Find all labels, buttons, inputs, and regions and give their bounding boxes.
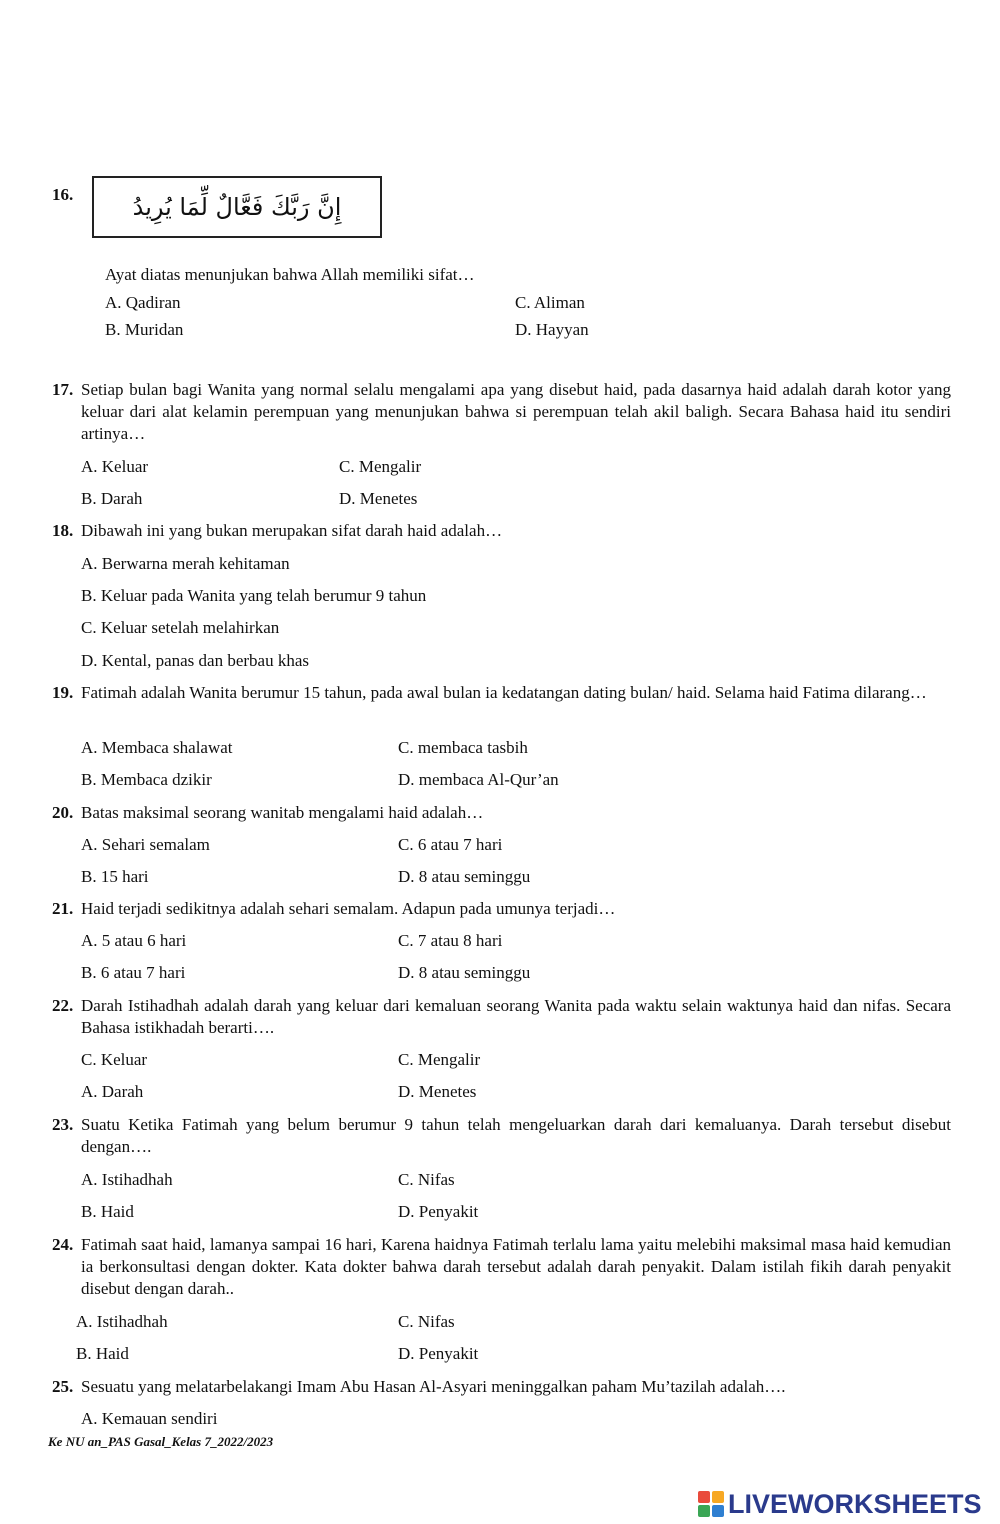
- q16-option-c[interactable]: C. Aliman: [515, 293, 585, 312]
- q20-option-c[interactable]: C. 6 atau 7 hari: [398, 835, 503, 854]
- question-20-number: 20.: [52, 803, 74, 822]
- q22-option-a[interactable]: A. Darah: [81, 1082, 144, 1101]
- q17-option-c[interactable]: C. Mengalir: [339, 457, 422, 476]
- q22-option-c-first[interactable]: C. Keluar: [81, 1050, 148, 1069]
- q17-option-a[interactable]: A. Keluar: [81, 457, 149, 476]
- q16-option-b[interactable]: B. Muridan: [105, 320, 184, 339]
- q20-option-b[interactable]: B. 15 hari: [81, 867, 149, 886]
- q19-option-b[interactable]: B. Membaca dzikir: [81, 770, 212, 789]
- arabic-verse: إِنَّ رَبَّكَ فَعَّالٌ لِّمَا يُرِيدُ: [132, 193, 342, 221]
- question-17-number: 17.: [52, 380, 74, 399]
- liveworksheets-logo: [698, 1486, 982, 1522]
- question-24-number: 24.: [52, 1235, 74, 1254]
- q17-option-b[interactable]: B. Darah: [81, 489, 143, 508]
- q22-option-c[interactable]: C. Mengalir: [398, 1050, 481, 1069]
- q21-option-d[interactable]: D. 8 atau seminggu: [398, 963, 531, 982]
- q25-option-a[interactable]: A. Kemauan sendiri: [81, 1409, 218, 1428]
- question-25-text: Sesuatu yang melatarbelakangi Imam Abu Hasan Al-Asyari meninggalkan paham Mu’tazilah adalah….: [81, 1377, 786, 1396]
- question-22-text: Darah Istihadhah adalah darah yang keluar dari kemaluan seorang Wanita pada waktu selain waktunya haid dan nifas. Secara Bahasa istikhadah berarti….: [81, 996, 951, 1037]
- q18-option-d[interactable]: D. Kental, panas dan berbau khas: [81, 651, 310, 670]
- question-25-number: 25.: [52, 1377, 74, 1396]
- document-footer: Ke NU an_PAS Gasal_Kelas 7_2022/2023: [48, 1434, 274, 1449]
- question-22-number: 22.: [52, 996, 74, 1015]
- q24-option-c[interactable]: C. Nifas: [398, 1312, 455, 1331]
- question-19-number: 19.: [52, 683, 74, 702]
- question-21-text: Haid terjadi sedikitnya adalah sehari semalam. Adapun pada umunya terjadi…: [81, 899, 616, 918]
- q24-option-b[interactable]: B. Haid: [76, 1344, 129, 1363]
- q16-option-d[interactable]: D. Hayyan: [515, 320, 589, 339]
- liveworksheets-icon: [698, 1491, 724, 1517]
- q21-option-c[interactable]: C. 7 atau 8 hari: [398, 931, 503, 950]
- question-21-number: 21.: [52, 899, 74, 918]
- question-23-number: 23.: [52, 1115, 74, 1134]
- q23-option-d[interactable]: D. Penyakit: [398, 1202, 479, 1221]
- q20-option-d[interactable]: D. 8 atau seminggu: [398, 867, 531, 886]
- q19-option-d[interactable]: D. membaca Al-Qur’an: [398, 770, 559, 789]
- q24-option-d[interactable]: D. Penyakit: [398, 1344, 479, 1363]
- question-16-number: 16.: [52, 185, 74, 204]
- question-20-text: Batas maksimal seorang wanitab mengalami haid adalah…: [81, 803, 484, 822]
- q23-option-a[interactable]: A. Istihadhah: [81, 1170, 173, 1189]
- question-24-text: Fatimah saat haid, lamanya sampai 16 hari, Karena haidnya Fatimah terlalu lama yaitu melebihi maksimal masa haid kemudian ia berkonsultasi dengan dokter. Kata dokter bahwa darah tersebut adalah darah penyakit. Dalam istilah fikih darah penyakit disebut dengan darah..: [81, 1235, 951, 1298]
- q18-option-c[interactable]: C. Keluar setelah melahirkan: [81, 618, 280, 637]
- q22-option-d[interactable]: D. Menetes: [398, 1082, 477, 1101]
- q19-option-c[interactable]: C. membaca tasbih: [398, 738, 528, 757]
- question-17-text: Setiap bulan bagi Wanita yang normal selalu mengalami apa yang disebut haid, pada dasarnya haid adalah darah kotor yang keluar dari alat kelamin perempuan yang menunjukan bahwa si perempuan telah akil baligh. Secara Bahasa haid itu sendiri artinya…: [81, 380, 951, 443]
- q21-option-a[interactable]: A. 5 atau 6 hari: [81, 931, 187, 950]
- q18-option-a[interactable]: A. Berwarna merah kehitaman: [81, 554, 290, 573]
- q16-option-a[interactable]: A. Qadiran: [105, 293, 181, 312]
- q20-option-a[interactable]: A. Sehari semalam: [81, 835, 210, 854]
- question-18-number: 18.: [52, 521, 74, 540]
- liveworksheets-wordmark: LIVEWORKSHEETS: [728, 1489, 982, 1519]
- question-16-text: Ayat diatas menunjukan bahwa Allah memiliki sifat…: [105, 265, 475, 284]
- q21-option-b[interactable]: B. 6 atau 7 hari: [81, 963, 186, 982]
- q18-option-b[interactable]: B. Keluar pada Wanita yang telah berumur 9 tahun: [81, 586, 427, 605]
- question-23-text: Suatu Ketika Fatimah yang belum berumur 9 tahun telah mengeluarkan darah dari kemaluanya. Darah tersebut disebut dengan….: [81, 1115, 951, 1156]
- q19-option-a[interactable]: A. Membaca shalawat: [81, 738, 233, 757]
- q23-option-c[interactable]: C. Nifas: [398, 1170, 455, 1189]
- question-19-text: Fatimah adalah Wanita berumur 15 tahun, pada awal bulan ia kedatangan dating bulan/ haid. Selama haid Fatima dilarang…: [81, 683, 927, 702]
- q24-option-a[interactable]: A. Istihadhah: [76, 1312, 168, 1331]
- question-18-text: Dibawah ini yang bukan merupakan sifat darah haid adalah…: [81, 521, 503, 540]
- q17-option-d[interactable]: D. Menetes: [339, 489, 418, 508]
- arabic-verse-box: [92, 176, 382, 238]
- q23-option-b[interactable]: B. Haid: [81, 1202, 134, 1221]
